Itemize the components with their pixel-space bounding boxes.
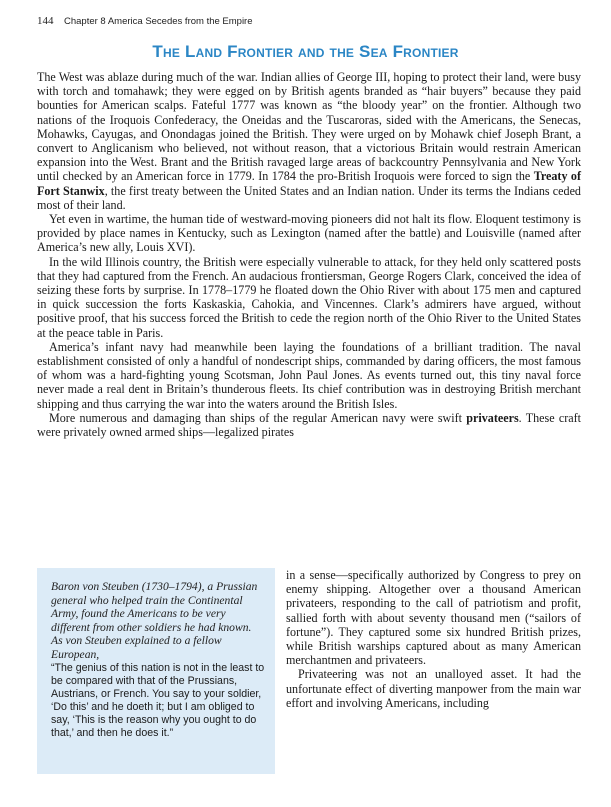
sidebar-quote: “The genius of this nation is not in the least to be compared with that of the Prussians, Austrians, or French. You say to your soldier, ‘Do this’ and he doeth it; but I am obliged to say, ‘This is the reason why you ought to do that,’ and then he does it.”	[51, 661, 265, 739]
quote-sidebar	[37, 568, 275, 774]
paragraph	[37, 411, 581, 439]
paragraph: In the wild Illinois country, the British were especially vulnerable to attack, for they held only scattered posts that they had captured from the French. An audacious frontiersman, George Rogers Clark, conceived the idea of seizing these forts by surprise. In 1778–1779 he floated down the Ohio River with about 175 men and captured in quick succession the forts Kaskaskia, Cahokia, and Vincennes. Clark’s admirers have argued, without positive proof, that his success forced the British to cede the region north of the Ohio River to the United States at the peace table in Paris.	[37, 254, 581, 340]
paragraph: Privateering was not an unalloyed asset. It had the unfortunate effect of diverting manpower from the main war effort and involving Americans, including	[286, 667, 581, 710]
paragraph-text: The West was ablaze during much of the war. Indian allies of George III, hoping to protect their land, were busy with torch and tomahawk; they were egged on by British agents branded as “hair buyers” because they paid bounties for American scalps. Fateful 1777 was known as “the bloody year” on the frontier. Although two nations of the Iroquois Confederacy, the Oneidas and the Tuscaroras, sided with the Americans, the Senecas, Mohawks, Cayugas, and Onondagas joined the British. They were urged on by Mohawk chief Joseph Brant, a convert to Anglicanism who believed, not without reason, that a victorious Britain would restrain American expansion into the West. Brant and the British ravaged large areas of backcountry Pennsylvania and New York until checked by an American force in 1779. In 1784 the pro-British Iroquois were forced to sign the	[37, 70, 581, 184]
key-term: privateers	[466, 410, 519, 425]
chapter-title: Chapter 8 America Secedes from the Empire	[64, 16, 253, 27]
paragraph	[37, 70, 581, 212]
sidebar-intro: Baron von Steuben (1730–1794), a Prussian general who helped train the Continental Army, found the Americans to be very different from other soldiers he had known. As von Steuben explained to a fellow European,	[51, 580, 258, 661]
key-term: Treaty of Fort Stanwix	[37, 169, 581, 198]
paragraph-continuation: in a sense—specifically authorized by Congress to prey on enemy shipping. Altogether over a thousand American privateers, responding to the call of patriotism and profit, sallied forth with about seventy thousand men (“sailors of fortune”). They captured some six hundred British prizes, while British warships captured about as many American merchantmen and privateers.	[286, 568, 581, 668]
paragraph-text: . These craft were privately owned armed ships—legalized pirates	[37, 410, 581, 440]
right-column-text	[286, 568, 581, 710]
paragraph-text: More numerous and damaging than ships of the regular American navy were swift	[49, 410, 463, 425]
page-number: 144	[37, 15, 54, 27]
section-title: The Land Frontier and the Sea Frontier	[152, 42, 459, 61]
main-text	[37, 70, 581, 439]
running-head	[37, 15, 253, 27]
paragraph-text: , the first treaty between the United States and an Indian nation. Under its terms the Indians ceded most of their land.	[37, 183, 581, 212]
paragraph: Yet even in wartime, the human tide of westward-moving pioneers did not halt its flow. Eloquent testimony is provided by place names in Kentucky, such as Lexington (named after the battle) and Louisville (named after America’s new ally, Louis XVI).	[37, 212, 581, 255]
paragraph: America’s infant navy had meanwhile been laying the foundations of a brilliant tradition. The naval establishment consisted of only a handful of nondescript ships, commanded by daring officers, the most famous of whom was a hard-fighting young Scotsman, John Paul Jones. As events turned out, this tiny naval force never made a real dent in Britain’s thunderous fleets. Its chief contribution was in destroying British merchant shipping and thus carrying the war into the waters around the British Isles.	[37, 339, 581, 411]
